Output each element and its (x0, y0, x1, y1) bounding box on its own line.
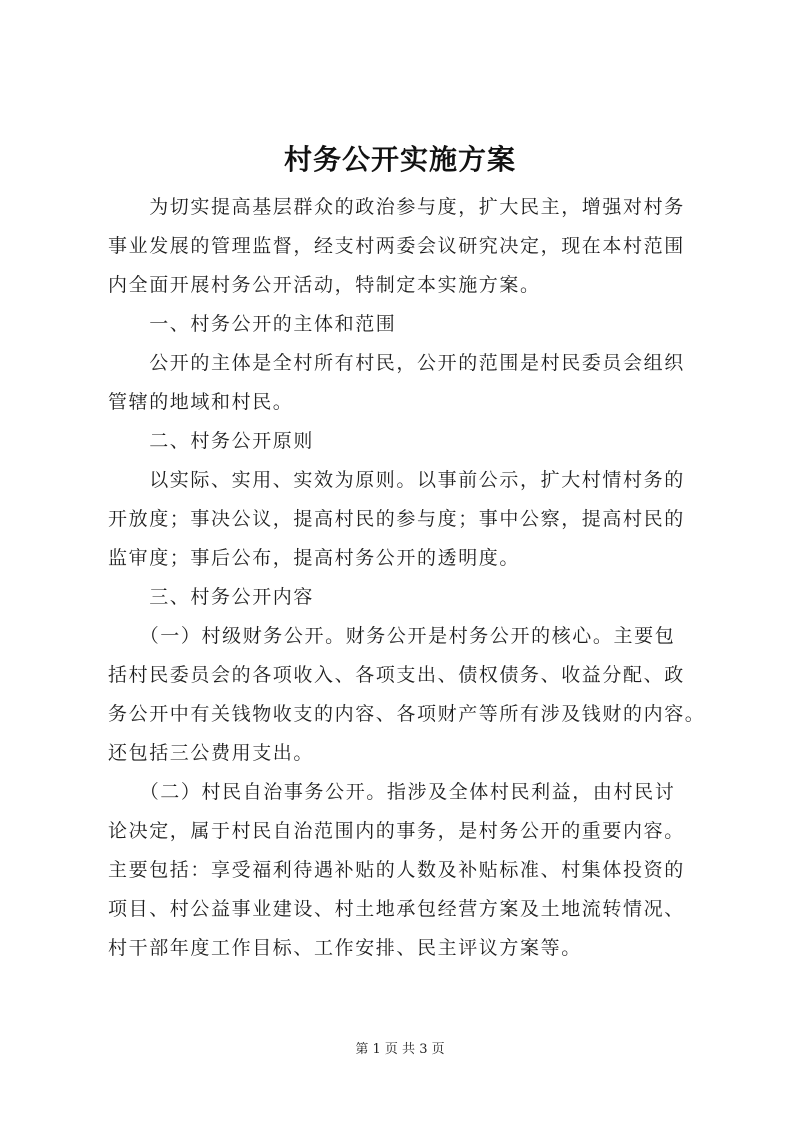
body-line: 务公开中有关钱物收支的内容、各项财产等所有涉及钱财的内容。 (108, 703, 706, 725)
body-line: 事业发展的管理监督，经支村两委会议研究决定，现在本村范围 (108, 235, 685, 257)
section-heading-1: 一、村务公开的主体和范围 (108, 313, 397, 335)
body-line: 为切实提高基层群众的政治参与度，扩大民主，增强对村务 (108, 196, 685, 218)
body-line: 公开的主体是全村所有村民，公开的范围是村民委员会组织 (108, 352, 685, 374)
document-title: 村务公开实施方案 (283, 143, 516, 176)
body-line: 内全面开展村务公开活动，特制定本实施方案。 (108, 274, 541, 296)
body-line: 项目、村公益事业建设、村土地承包经营方案及土地流转情况、 (108, 898, 685, 920)
body-line: 论决定，属于村民自治范围内的事务，是村务公开的重要内容。 (108, 820, 685, 842)
body-line: （一）村级财务公开。财务公开是村务公开的核心。主要包 (108, 625, 676, 647)
body-line: 还包括三公费用支出。 (108, 742, 315, 764)
section-heading-2: 二、村务公开原则 (108, 430, 315, 452)
page-number-footer: 第 1 页 共 3 页 (355, 1042, 445, 1057)
body-line: 开放度；事决公议，提高村民的参与度；事中公察，提高村民的 (108, 508, 685, 530)
body-line: 监审度；事后公布，提高村务公开的透明度。 (108, 547, 521, 569)
body-line: 村干部年度工作目标、工作安排、民主评议方案等。 (108, 937, 582, 959)
body-line: 括村民委员会的各项收入、各项支出、债权债务、收益分配、政 (108, 664, 685, 686)
body-line: 主要包括：享受福利待遇补贴的人数及补贴标准、村集体投资的 (108, 859, 685, 881)
body-line: 以实际、实用、实效为原则。以事前公示，扩大村情村务的 (108, 469, 685, 491)
document-body (108, 188, 708, 968)
section-heading-3: 三、村务公开内容 (108, 586, 315, 608)
body-line: 管辖的地域和村民。 (108, 391, 294, 413)
body-line: （二）村民自治事务公开。指涉及全体村民利益，由村民讨 (108, 781, 676, 803)
